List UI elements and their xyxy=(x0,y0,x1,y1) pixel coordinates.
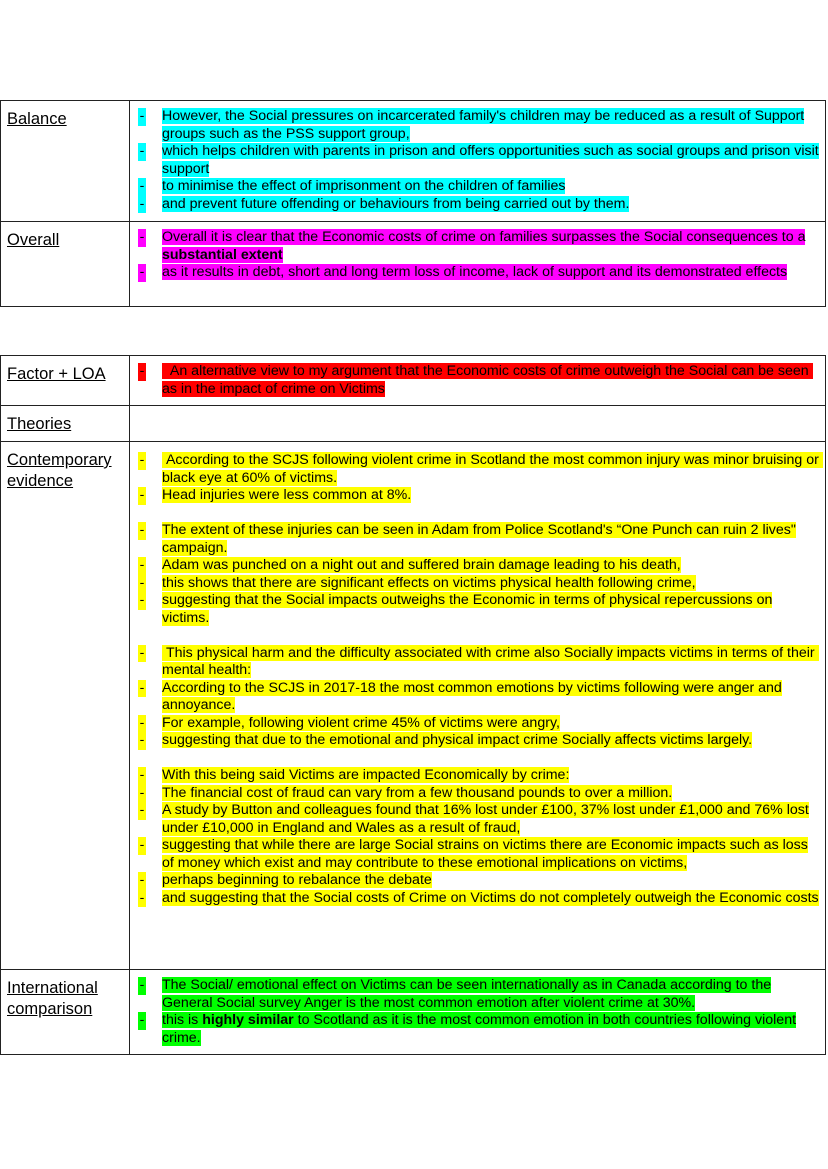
row-overall xyxy=(1,222,826,307)
list-item: - According to the SCJS in 2017-18 the most common emotions by victims following were anger and annoyance. xyxy=(162,680,819,715)
list-item: - An alternative view to my argument that the Economic costs of crime outweigh the Social can be seen as in the impact of crime on Victims xyxy=(162,363,819,398)
international-points xyxy=(130,970,826,1055)
list-item: - suggesting that while there are large Social strains on victims there are Economic impacts such as loss of money which exist and may contribute to these emotional implications on victims, xyxy=(162,837,819,872)
label-theories: Theories xyxy=(1,406,130,442)
analysis-table-1 xyxy=(0,100,826,307)
theories-content xyxy=(130,406,826,442)
list-item: - For example, following violent crime 45% of victims were angry, xyxy=(162,715,819,733)
label-balance: Balance xyxy=(1,101,130,222)
list-item: - which helps children with parents in prison and offers opportunities such as social groups and prison visit support xyxy=(162,143,819,178)
list-item: - suggesting that due to the emotional and physical impact crime Socially affects victims largely. xyxy=(162,732,819,750)
label-factor: Factor + LOA xyxy=(1,356,130,406)
row-evidence xyxy=(1,442,826,970)
list-item: - The extent of these injuries can be seen in Adam from Police Scotland's “One Punch can ruin 2 lives" campaign. xyxy=(162,522,819,557)
list-item: - Adam was punched on a night out and suffered brain damage leading to his death, xyxy=(162,557,819,575)
list-item: - this shows that there are significant effects on victims physical health following crime, xyxy=(162,575,819,593)
list-item: - A study by Button and colleagues found that 16% lost under £100, 37% lost under £1,000 and 76% lost under £10,000 in England and Wales as a result of fraud, xyxy=(162,802,819,837)
row-balance xyxy=(1,101,826,222)
row-theories xyxy=(1,406,826,442)
label-overall: Overall xyxy=(1,222,130,307)
list-item: - This physical harm and the difficulty associated with crime also Socially impacts victims in terms of their mental health: xyxy=(162,645,819,680)
overall-points xyxy=(130,222,826,307)
list-item: - According to the SCJS following violent crime in Scotland the most common injury was minor bruising or black eye at 60% of victims. xyxy=(162,452,819,487)
list-item: - this is highly similar to Scotland as it is the most common emotion in both countries following violent crime. xyxy=(162,1012,819,1047)
list-item: - However, the Social pressures on incarcerated family's children may be reduced as a result of Support groups such as the PSS support group, xyxy=(162,108,819,143)
label-evidence: Contemporary evidence xyxy=(1,442,130,970)
list-item: - to minimise the effect of imprisonment on the children of families xyxy=(162,178,819,196)
evidence-points xyxy=(130,442,826,970)
row-international xyxy=(1,970,826,1055)
row-factor xyxy=(1,356,826,406)
list-item: - as it results in debt, short and long term loss of income, lack of support and its demonstrated effects xyxy=(162,264,819,282)
list-item: - and prevent future offending or behaviours from being carried out by them. xyxy=(162,196,819,214)
list-item: - Head injuries were less common at 8%. xyxy=(162,487,819,505)
list-item: - suggesting that the Social impacts outweighs the Economic in terms of physical repercussions on victims. xyxy=(162,592,819,627)
list-item: - With this being said Victims are impacted Economically by crime: xyxy=(162,767,819,785)
list-item: - The financial cost of fraud can vary from a few thousand pounds to over a million. xyxy=(162,785,819,803)
list-item: - perhaps beginning to rebalance the debate xyxy=(162,872,819,890)
list-item: - Overall it is clear that the Economic costs of crime on families surpasses the Social consequences to a substantial extent xyxy=(162,229,819,264)
factor-point xyxy=(130,356,826,406)
analysis-table-2 xyxy=(0,355,826,1055)
list-item: - and suggesting that the Social costs of Crime on Victims do not completely outweigh the Economic costs xyxy=(162,890,819,908)
list-item: - The Social/ emotional effect on Victims can be seen internationally as in Canada according to the General Social survey Anger is the most common emotion after violent crime at 30%. xyxy=(162,977,819,1012)
label-international: International comparison xyxy=(1,970,130,1055)
balance-points xyxy=(130,101,826,222)
